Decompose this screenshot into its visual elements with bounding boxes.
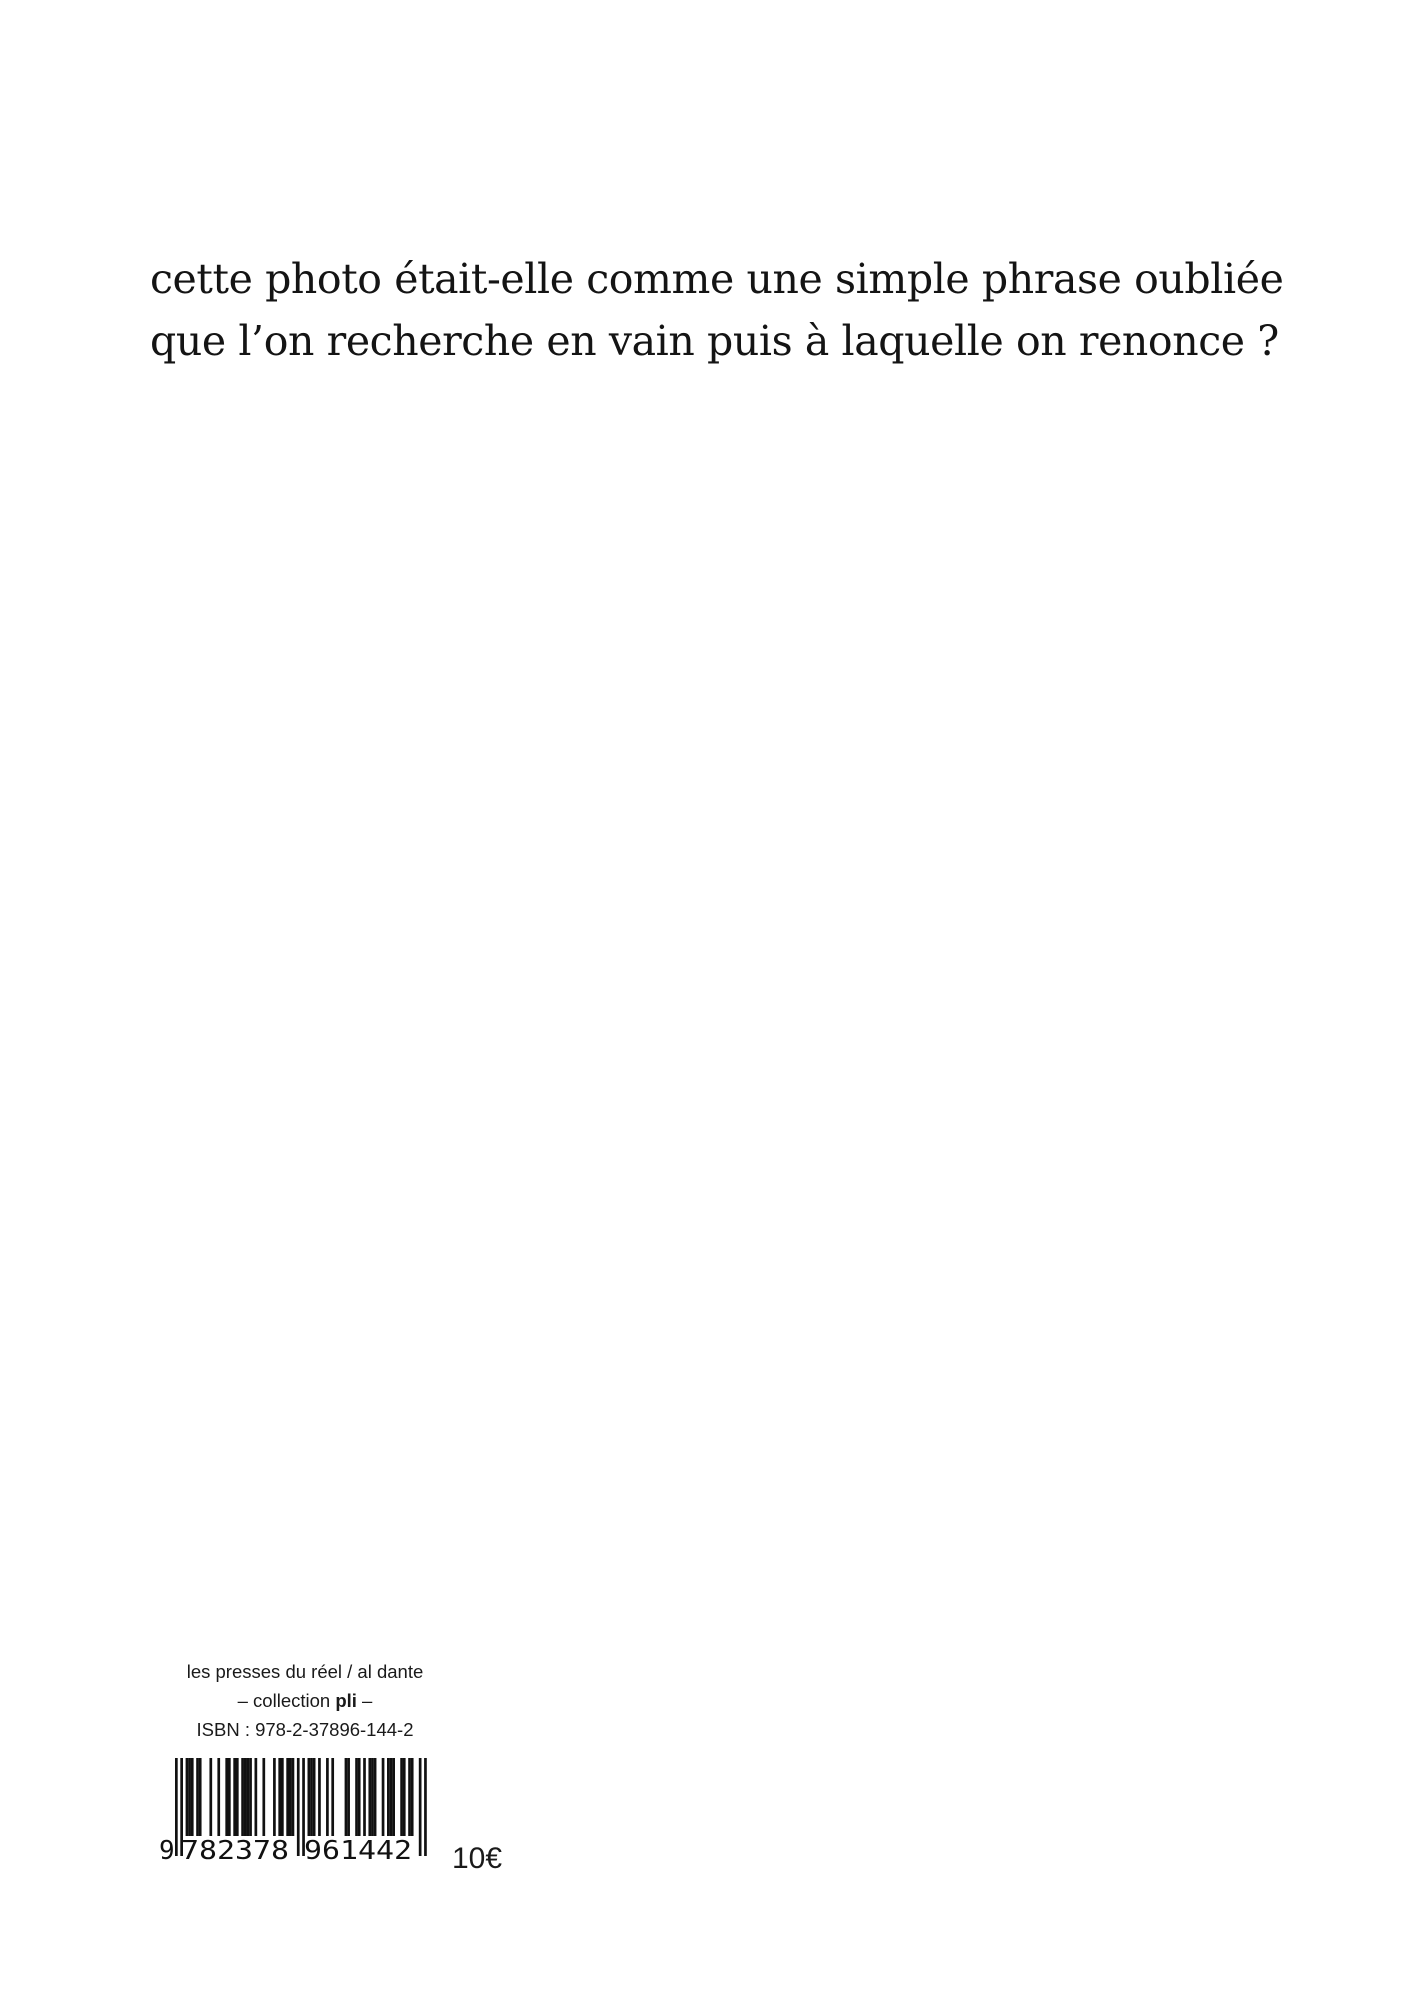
quote-line-1: cette photo était-elle comme une simple phrase oubliée [150,255,1284,303]
imprint-block [160,1657,450,1744]
quote-line-2: que l’on recherche en vain puis à laquelle on renonce ? [150,317,1279,365]
barcode-bar [419,1758,422,1856]
barcode-bar [392,1758,395,1836]
barcode-bar [358,1758,361,1836]
barcode-bar [241,1758,244,1836]
barcode-bar [403,1758,406,1836]
barcode-bar [191,1758,194,1836]
barcode-bar [199,1758,202,1836]
barcode-bar [247,1758,250,1836]
barcode-bar [228,1758,231,1836]
barcode-bar [281,1758,284,1836]
barcode-bar [196,1758,199,1836]
barcode-bar [368,1758,371,1836]
barcode-bar [424,1758,427,1856]
barcode-bar [382,1758,385,1836]
barcode-bar [374,1758,377,1836]
barcode-bar [225,1758,228,1836]
barcode-bar [387,1758,390,1836]
barcode-bar [297,1758,300,1856]
barcode-bar [363,1758,366,1836]
barcode-bar [347,1758,350,1836]
barcode-bar [400,1758,403,1836]
barcode-bar [310,1758,313,1836]
barcode-bar [255,1758,258,1836]
barcode-digits-left: 782378 [181,1836,289,1866]
isbn-barcode [155,1756,455,1866]
barcode-bar [262,1758,265,1836]
collection-prefix: – collection [237,1690,336,1711]
back-cover-quote [150,248,1283,372]
barcode-bar [355,1758,358,1836]
barcode-bar [345,1758,348,1836]
barcode-graphic [155,1756,455,1866]
collection-suffix: – [356,1690,373,1711]
barcode-bar [209,1758,212,1836]
barcode-bar [289,1758,292,1836]
barcode-bar [188,1758,191,1836]
barcode-bar [236,1758,239,1836]
barcode-bar [186,1758,189,1836]
barcode-bar [326,1758,329,1836]
barcode-digit-lead: 9 [159,1836,175,1866]
barcode-bar [313,1758,316,1836]
barcode-bar [278,1758,281,1836]
price-label: 10€ [452,1842,503,1875]
barcode-bar [318,1758,321,1836]
barcode-bar [308,1758,311,1836]
isbn-number: ISBN : 978-2-37896-144-2 [196,1719,414,1740]
barcode-bar [371,1758,374,1836]
publisher-name: les presses du réel / al dante [186,1661,424,1682]
barcode-bar [175,1758,178,1856]
barcode-bar [217,1758,220,1836]
barcode-bar [331,1758,334,1836]
collection-name: pli [335,1690,357,1711]
barcode-bar [233,1758,236,1836]
barcode-bar [249,1758,252,1836]
barcode-bar [411,1758,414,1836]
barcode-bar [273,1758,276,1836]
barcode-bar [408,1758,411,1836]
barcode-bar [292,1758,295,1836]
barcode-bar [244,1758,247,1836]
barcode-bar [286,1758,289,1836]
collection-line [160,1686,450,1715]
barcode-digits-right: 961442 [304,1836,412,1866]
barcode-bar [390,1758,393,1836]
